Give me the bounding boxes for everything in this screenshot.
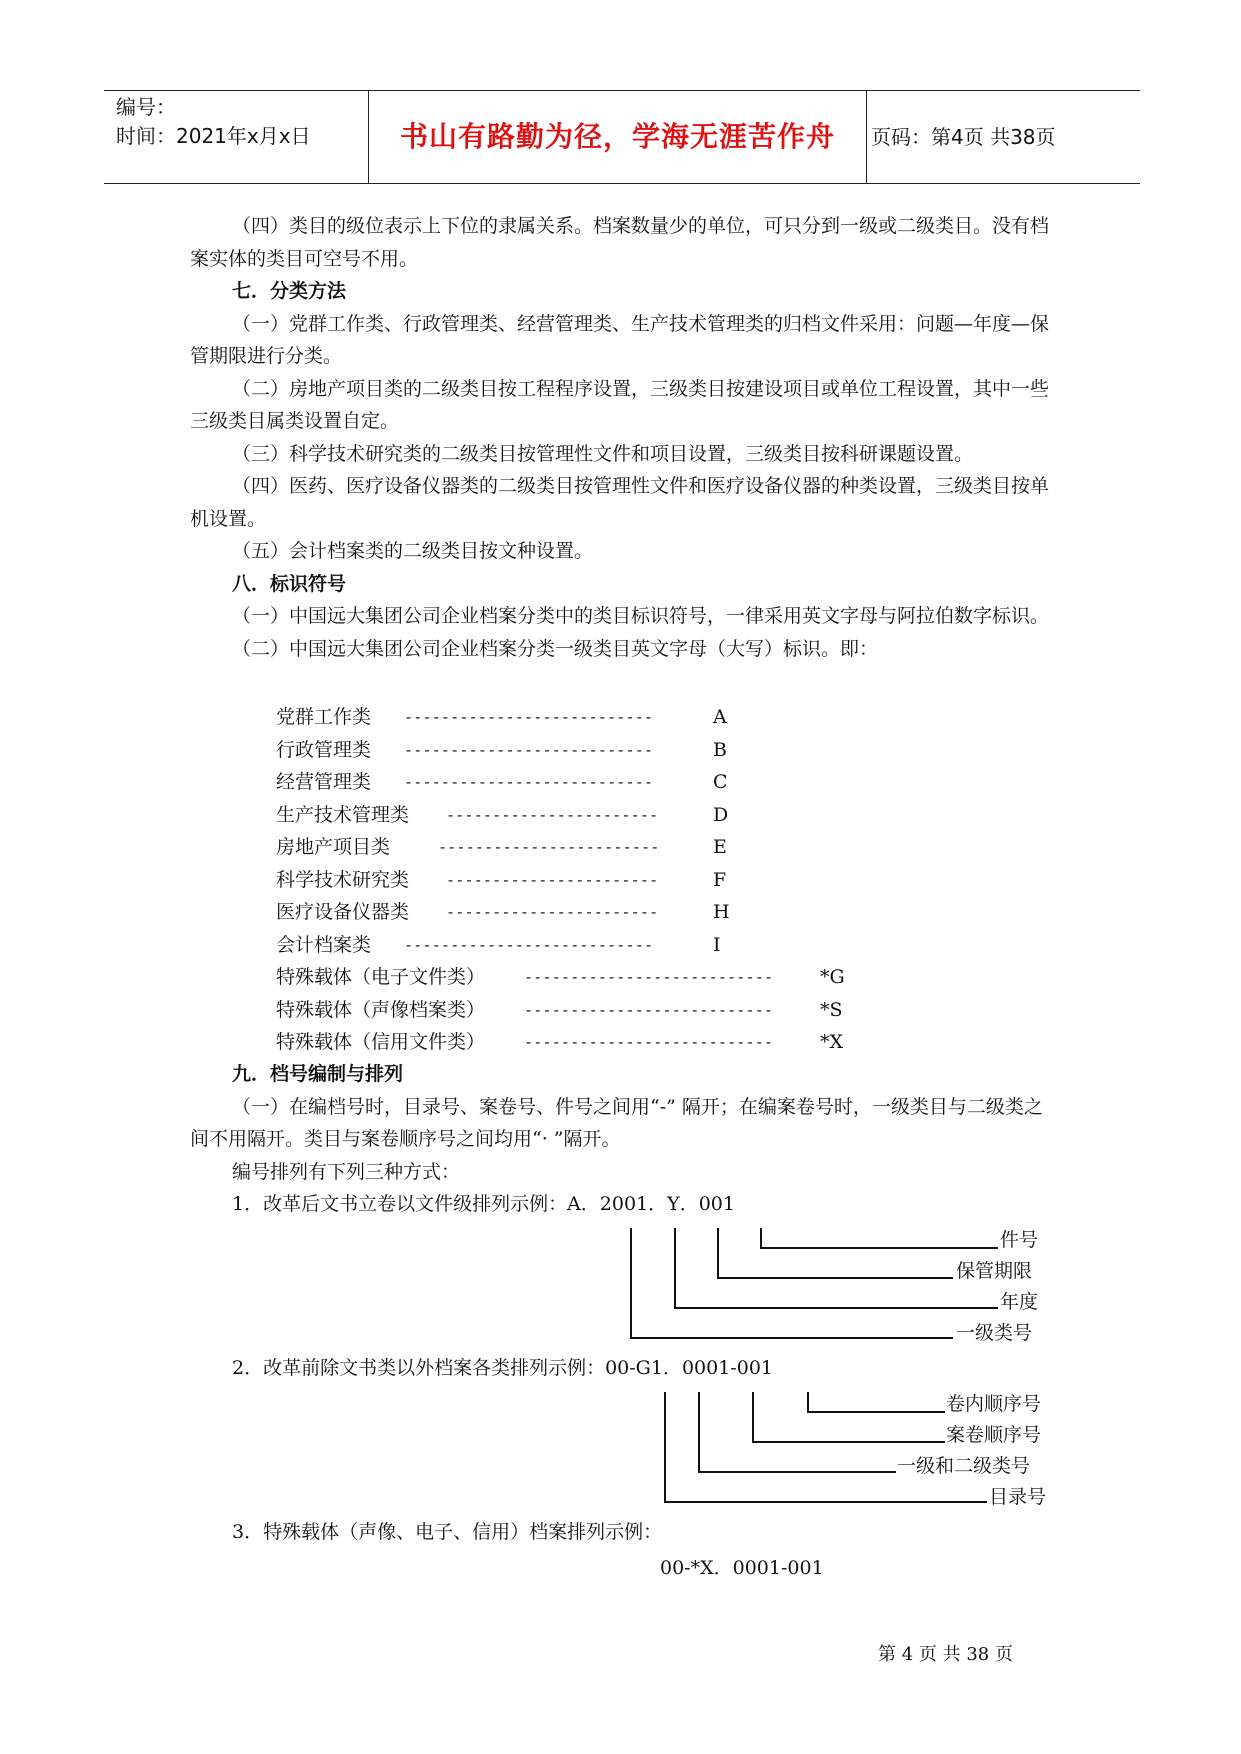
- header-meta: [116, 93, 366, 151]
- category-code: *G: [820, 966, 845, 988]
- tree-label: 目录号: [989, 1486, 1047, 1508]
- category-dashes: -----------------------: [446, 903, 659, 921]
- category-code: D: [713, 803, 729, 826]
- example-1-title: 1．改革后文书立卷以文件级排列示例：A．2001．Y．001: [232, 1193, 735, 1215]
- tree-hline: [698, 1471, 896, 1473]
- tree-hline: [807, 1411, 945, 1413]
- category-code: *S: [820, 998, 843, 1021]
- category-name: 房地产项目类: [276, 836, 391, 858]
- category-code: A: [713, 706, 727, 728]
- paragraph: （二）中国远大集团公司企业档案分类一级类目英文字母（大写）标识。即：: [232, 637, 879, 660]
- category-name: 特殊载体（电子文件类）: [276, 966, 486, 988]
- category-name: 医疗设备仪器类: [276, 901, 410, 923]
- tree-hline: [752, 1441, 945, 1443]
- paragraph: 编号排列有下列三种方式：: [232, 1160, 461, 1183]
- category-dashes: -----------------------: [446, 870, 659, 889]
- category-dashes: -----------------------: [446, 805, 659, 824]
- category-row: [276, 734, 727, 767]
- header-divider: [866, 91, 867, 183]
- category-name: 生产技术管理类: [276, 803, 410, 826]
- category-name: 党群工作类: [276, 706, 372, 728]
- tree-vline: [717, 1228, 719, 1278]
- category-name: 经营管理类: [276, 771, 372, 793]
- tree-vline: [760, 1228, 762, 1248]
- header-page-number: 页码：第4页 共38页: [871, 125, 1056, 149]
- tree-vline: [752, 1392, 754, 1442]
- category-dashes: ---------------------------: [404, 935, 654, 954]
- category-code-list: [276, 701, 845, 1059]
- category-code: F: [713, 868, 727, 891]
- category-name: 特殊载体（信用文件类）: [276, 1031, 486, 1053]
- tree-vline: [630, 1228, 632, 1338]
- section-9: [190, 1058, 1060, 1188]
- paragraph: （三）科学技术研究类的二级类目按管理性文件和项目设置，三级类目按科研课题设置。: [232, 442, 974, 465]
- category-code: I: [713, 933, 721, 956]
- section-heading: 八．标识符号: [232, 572, 347, 595]
- tree-vline: [698, 1392, 700, 1472]
- category-row: [276, 994, 843, 1027]
- category-row: [276, 1026, 844, 1059]
- tree-vline: [664, 1392, 666, 1502]
- category-dashes: ------------------------: [438, 838, 660, 856]
- tree-label: 件号: [1000, 1229, 1039, 1251]
- tree-label: 年度: [1000, 1291, 1039, 1313]
- category-row: [276, 799, 729, 832]
- category-name: 特殊载体（声像档案类）: [276, 998, 486, 1021]
- category-dashes: ---------------------------: [524, 1033, 774, 1051]
- category-row: [276, 961, 845, 994]
- category-code: B: [713, 738, 727, 761]
- paragraph: （四）类目的级位表示上下位的隶属关系。档案数量少的单位，可只分到一级或二级类目。没有档案实体的类目可空号不用。: [190, 215, 1050, 270]
- category-code: E: [713, 836, 727, 858]
- section-heading: 七．分类方法: [232, 280, 347, 302]
- tree-hline: [630, 1337, 953, 1339]
- paragraph: （二）房地产项目类的二级类目按工程程序设置，三级类目按建设项目或单位工程设置，其中一些三级类目属类设置自定。: [190, 377, 1050, 432]
- category-code: H: [713, 901, 730, 923]
- category-row: [276, 701, 727, 734]
- example-3-code: 00-*X．0001-001: [660, 1557, 824, 1579]
- tree-hline: [717, 1277, 953, 1279]
- category-dashes: ---------------------------: [404, 740, 654, 759]
- tree-label: 一级和二级类号: [897, 1455, 1031, 1477]
- tree-label: 一级类号: [956, 1322, 1033, 1344]
- page-footer: 第 4 页 共 38 页: [878, 1644, 1013, 1665]
- tree-hline: [760, 1247, 998, 1249]
- category-row: [276, 896, 730, 929]
- category-dashes: ---------------------------: [404, 773, 654, 791]
- tree-hline: [664, 1501, 987, 1503]
- category-name: 科学技术研究类: [276, 868, 410, 891]
- header-time: 时间：2021年x月x日: [116, 124, 311, 148]
- tree-vline: [807, 1392, 809, 1412]
- category-name: 行政管理类: [276, 738, 372, 761]
- document-body: [190, 210, 1060, 665]
- section-heading: 九．档号编制与排列: [232, 1063, 404, 1085]
- category-row: [276, 831, 727, 864]
- category-row: [276, 864, 727, 897]
- category-dashes: ---------------------------: [404, 708, 654, 726]
- category-code: C: [713, 771, 728, 793]
- example-3-title: 3．特殊载体（声像、电子、信用）档案排列示例：: [232, 1521, 663, 1543]
- category-dashes: ---------------------------: [524, 1000, 774, 1019]
- paragraph: （一）在编档号时，目录号、案卷号、件号之间用“-” 隔开；在编案卷号时，一级类目与二级类之间不用隔开。类目与案卷顺序号之间均用“· ”隔开。: [190, 1095, 1043, 1150]
- tree-vline: [674, 1228, 676, 1308]
- paragraph: （四）医药、医疗设备仪器类的二级类目按管理性文件和医疗设备仪器的种类设置，三级类目按单机设置。: [190, 475, 1050, 530]
- category-row: [276, 766, 728, 799]
- paragraph: （五）会计档案类的二级类目按文种设置。: [232, 540, 594, 562]
- example-2-title: 2．改革前除文书类以外档案各类排列示例：00-G1．0001-001: [232, 1357, 773, 1379]
- tree-label: 保管期限: [956, 1260, 1033, 1282]
- header-motto: 书山有路勤为径，学海无涯苦作舟: [399, 120, 835, 153]
- tree-hline: [674, 1307, 998, 1309]
- tree-label: 卷内顺序号: [946, 1393, 1042, 1415]
- tree-label: 案卷顺序号: [946, 1424, 1042, 1446]
- category-name: 会计档案类: [276, 933, 372, 956]
- header-number: 编号：: [116, 95, 176, 119]
- page-header: [104, 90, 1140, 184]
- category-code: *X: [820, 1031, 844, 1053]
- category-dashes: ---------------------------: [524, 968, 774, 986]
- paragraph: （一）党群工作类、行政管理类、经营管理类、生产技术管理类的归档文件采用：问题—年度—保管期限进行分类。: [190, 312, 1050, 367]
- category-row: [276, 929, 721, 962]
- paragraph: （一）中国远大集团公司企业档案分类中的类目标识符号，一律采用英文字母与阿拉伯数字标识。: [232, 605, 1050, 627]
